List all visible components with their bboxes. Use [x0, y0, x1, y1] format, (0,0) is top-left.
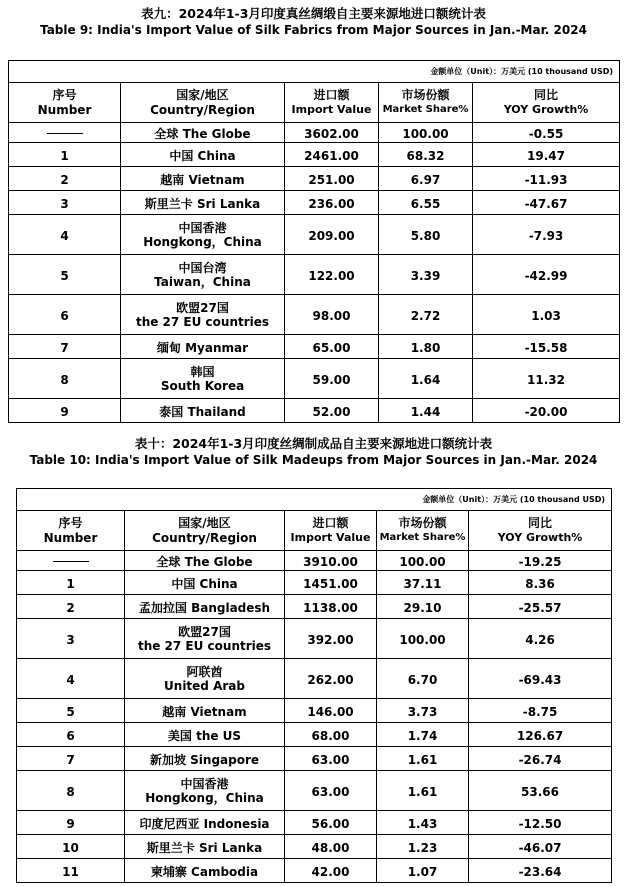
row-market-share: 68.32	[379, 143, 473, 167]
row-number: 9	[17, 811, 125, 835]
row-yoy-growth: -42.99	[473, 255, 620, 295]
row-region: 韩国 South Korea	[121, 359, 285, 399]
row-market-share: 1.61	[377, 747, 469, 771]
row-region: 斯里兰卡 Sri Lanka	[121, 191, 285, 215]
row-region: 中国 China	[121, 143, 285, 167]
row-market-share: 1.43	[377, 811, 469, 835]
row-region: 中国香港 Hongkong，China	[125, 771, 285, 811]
row-region: 全球 The Globe	[121, 123, 285, 143]
table-row	[17, 859, 612, 883]
row-yoy-growth: -8.75	[469, 699, 612, 723]
table-row	[17, 551, 612, 571]
row-yoy-growth: -11.93	[473, 167, 620, 191]
row-region: 中国台湾 Taiwan，China	[121, 255, 285, 295]
row-region: 越南 Vietnam	[121, 167, 285, 191]
table-row	[17, 835, 612, 859]
row-market-share: 1.44	[379, 399, 473, 423]
row-import-value: 63.00	[285, 747, 377, 771]
table-row	[17, 811, 612, 835]
row-market-share: 100.00	[379, 123, 473, 143]
row-yoy-growth: 53.66	[469, 771, 612, 811]
row-import-value: 63.00	[285, 771, 377, 811]
row-number: 1	[9, 143, 121, 167]
table10-header-yoy: 同比 YOY Growth%	[469, 511, 612, 551]
table9-unit-row	[9, 61, 620, 83]
row-region: 中国香港 Hongkong，China	[121, 215, 285, 255]
row-yoy-growth: 11.32	[473, 359, 620, 399]
row-number	[9, 123, 121, 143]
row-region: 欧盟27国 the 27 EU countries	[125, 619, 285, 659]
row-number: 10	[17, 835, 125, 859]
row-market-share: 37.11	[377, 571, 469, 595]
table10	[16, 488, 612, 883]
row-import-value: 68.00	[285, 723, 377, 747]
table9-header-share: 市场份额 Market Share%	[379, 83, 473, 123]
row-market-share: 29.10	[377, 595, 469, 619]
table9-header-region: 国家/地区 Country/Region	[121, 83, 285, 123]
table-row	[9, 191, 620, 215]
row-import-value: 209.00	[285, 215, 379, 255]
row-import-value: 392.00	[285, 619, 377, 659]
row-yoy-growth: -0.55	[473, 123, 620, 143]
row-import-value: 48.00	[285, 835, 377, 859]
dash-mark	[53, 561, 89, 562]
row-import-value: 146.00	[285, 699, 377, 723]
table9-header-row	[9, 83, 620, 123]
table-row	[17, 595, 612, 619]
row-region: 越南 Vietnam	[125, 699, 285, 723]
table-row	[17, 723, 612, 747]
table-row	[17, 747, 612, 771]
row-number	[17, 551, 125, 571]
row-region: 全球 The Globe	[125, 551, 285, 571]
row-region: 新加坡 Singapore	[125, 747, 285, 771]
row-region: 柬埔寨 Cambodia	[125, 859, 285, 883]
table-row	[17, 659, 612, 699]
table9-header-value: 进口额 Import Value	[285, 83, 379, 123]
table-row	[9, 167, 620, 191]
row-import-value: 122.00	[285, 255, 379, 295]
row-yoy-growth: -15.58	[473, 335, 620, 359]
row-number: 8	[9, 359, 121, 399]
row-yoy-growth: 19.47	[473, 143, 620, 167]
table9-title-en: Table 9: India's Import Value of Silk Fabrics from Major Sources in Jan.-Mar. 2024	[40, 23, 587, 37]
row-yoy-growth: 1.03	[473, 295, 620, 335]
table10-header-row	[17, 511, 612, 551]
row-market-share: 6.70	[377, 659, 469, 699]
table10-header-number: 序号 Number	[17, 511, 125, 551]
row-market-share: 3.39	[379, 255, 473, 295]
row-yoy-growth: -46.07	[469, 835, 612, 859]
row-import-value: 251.00	[285, 167, 379, 191]
row-region: 阿联酋 United Arab	[125, 659, 285, 699]
row-market-share: 6.97	[379, 167, 473, 191]
table9-header-yoy: 同比 YOY Growth%	[473, 83, 620, 123]
row-number: 3	[17, 619, 125, 659]
row-market-share: 1.07	[377, 859, 469, 883]
row-region: 中国 China	[125, 571, 285, 595]
row-market-share: 1.80	[379, 335, 473, 359]
row-market-share: 2.72	[379, 295, 473, 335]
row-number: 2	[17, 595, 125, 619]
row-yoy-growth: -20.00	[473, 399, 620, 423]
row-number: 9	[9, 399, 121, 423]
table9-title-zh: 表九：2024年1-3月印度真丝绸缎自主要来源地进口额统计表	[141, 6, 486, 21]
table10-header-region: 国家/地区 Country/Region	[125, 511, 285, 551]
row-import-value: 236.00	[285, 191, 379, 215]
row-number: 5	[9, 255, 121, 295]
table-row	[9, 295, 620, 335]
table-row	[9, 215, 620, 255]
row-region: 美国 the US	[125, 723, 285, 747]
row-number: 8	[17, 771, 125, 811]
row-number: 7	[9, 335, 121, 359]
row-number: 6	[17, 723, 125, 747]
row-yoy-growth: 8.36	[469, 571, 612, 595]
row-import-value: 42.00	[285, 859, 377, 883]
table-row	[9, 255, 620, 295]
table-row	[17, 619, 612, 659]
table-row	[17, 699, 612, 723]
row-yoy-growth: 126.67	[469, 723, 612, 747]
table10-title-en: Table 10: India's Import Value of Silk Madeups from Major Sources in Jan.-Mar. 2024	[29, 453, 598, 467]
row-region: 孟加拉国 Bangladesh	[125, 595, 285, 619]
row-market-share: 6.55	[379, 191, 473, 215]
row-yoy-growth: -25.57	[469, 595, 612, 619]
table-row	[17, 571, 612, 595]
row-import-value: 3910.00	[285, 551, 377, 571]
table10-heading	[0, 436, 627, 468]
table-row	[9, 359, 620, 399]
row-number: 4	[17, 659, 125, 699]
row-region: 缅甸 Myanmar	[121, 335, 285, 359]
row-market-share: 100.00	[377, 619, 469, 659]
row-yoy-growth: 4.26	[469, 619, 612, 659]
row-import-value: 59.00	[285, 359, 379, 399]
row-number: 2	[9, 167, 121, 191]
row-market-share: 5.80	[379, 215, 473, 255]
table10-unit: 金额单位（Unit）：万美元 (10 thousand USD)	[17, 489, 612, 511]
table10-header-value: 进口额 Import Value	[285, 511, 377, 551]
row-number: 1	[17, 571, 125, 595]
dash-mark	[47, 133, 83, 134]
row-region: 欧盟27国 the 27 EU countries	[121, 295, 285, 335]
row-yoy-growth: -69.43	[469, 659, 612, 699]
row-yoy-growth: -19.25	[469, 551, 612, 571]
row-number: 11	[17, 859, 125, 883]
row-region: 斯里兰卡 Sri Lanka	[125, 835, 285, 859]
table-row	[9, 399, 620, 423]
row-region: 印度尼西亚 Indonesia	[125, 811, 285, 835]
row-market-share: 1.61	[377, 771, 469, 811]
row-number: 5	[17, 699, 125, 723]
row-market-share: 100.00	[377, 551, 469, 571]
table9-header-number: 序号 Number	[9, 83, 121, 123]
row-import-value: 1138.00	[285, 595, 377, 619]
row-import-value: 65.00	[285, 335, 379, 359]
row-number: 7	[17, 747, 125, 771]
row-import-value: 52.00	[285, 399, 379, 423]
row-number: 4	[9, 215, 121, 255]
table-row	[9, 123, 620, 143]
table10-unit-row	[17, 489, 612, 511]
row-import-value: 2461.00	[285, 143, 379, 167]
row-import-value: 262.00	[285, 659, 377, 699]
row-market-share: 1.23	[377, 835, 469, 859]
row-market-share: 1.74	[377, 723, 469, 747]
row-market-share: 1.64	[379, 359, 473, 399]
row-yoy-growth: -26.74	[469, 747, 612, 771]
row-import-value: 3602.00	[285, 123, 379, 143]
row-yoy-growth: -23.64	[469, 859, 612, 883]
row-region: 泰国 Thailand	[121, 399, 285, 423]
table-row	[17, 771, 612, 811]
row-import-value: 56.00	[285, 811, 377, 835]
row-market-share: 3.73	[377, 699, 469, 723]
row-yoy-growth: -12.50	[469, 811, 612, 835]
row-yoy-growth: -7.93	[473, 215, 620, 255]
row-number: 6	[9, 295, 121, 335]
table-row	[9, 143, 620, 167]
table9-heading	[0, 6, 627, 38]
table10-title-zh: 表十：2024年1-3月印度丝绸制成品自主要来源地进口额统计表	[134, 436, 493, 451]
table9	[8, 60, 620, 423]
row-number: 3	[9, 191, 121, 215]
row-yoy-growth: -47.67	[473, 191, 620, 215]
table10-header-share: 市场份额 Market Share%	[377, 511, 469, 551]
row-import-value: 1451.00	[285, 571, 377, 595]
table-row	[9, 335, 620, 359]
row-import-value: 98.00	[285, 295, 379, 335]
table9-unit: 金额单位（Unit）：万美元 (10 thousand USD)	[9, 61, 620, 83]
